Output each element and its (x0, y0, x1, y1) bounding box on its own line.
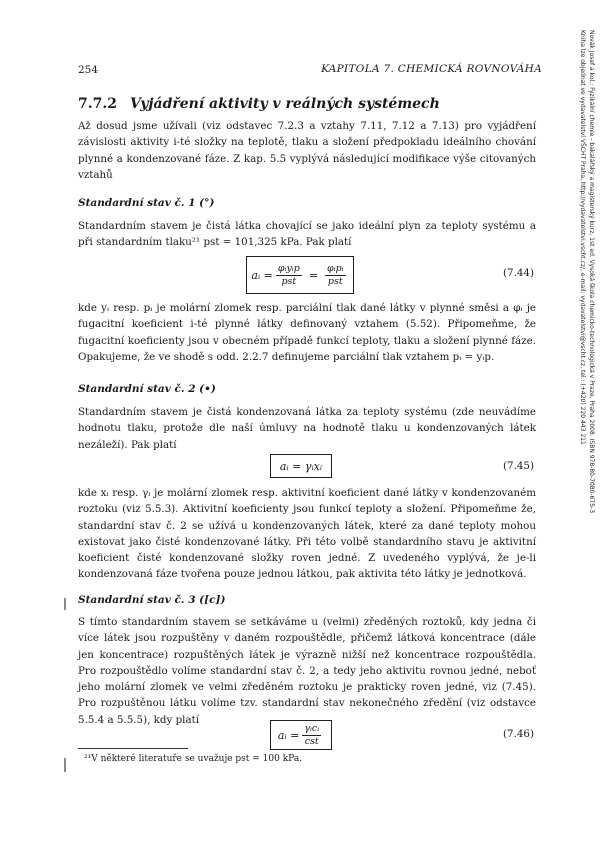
equation-number-7-46: (7.46) (503, 728, 534, 740)
eq744-equals: = (308, 268, 319, 282)
eq746-frac (302, 723, 321, 748)
section-title: Vyjádření aktivity v reálných systémech (130, 96, 440, 112)
equation-number-7-44: (7.44) (503, 267, 534, 279)
equation-7-45 (270, 454, 332, 478)
margin-marker-state3 (64, 598, 66, 610)
section-number: 7.7.2 (78, 96, 117, 112)
page-number: 254 (78, 64, 99, 76)
eq744-frac2-den: pst (327, 275, 343, 287)
side-note-line-1: Novák Josef a kol.: Fyzikální chemie - bakalářský a magisterský kurz, 1st ed. Vysoká škola chemicko-technologická v Praze, Praha 2008. ISBN 978-80-7080-675-3 (588, 30, 595, 514)
state2-heading: Standardní stav č. 2 (•) (78, 383, 216, 395)
running-title: KAPITOLA 7. CHEMICKÁ ROVNOVÁHA (321, 63, 542, 75)
eq746-lhs: aᵢ = (277, 728, 300, 742)
eq744-frac1-den: pst (281, 275, 297, 287)
state3-text: S tímto standardním stavem se setkáváme u (velmi) zředěných roztoků, kdy jedna či více látek jsou rozpuštěny v daném rozpouštědle, přičemž látková koncentrace (dále jen koncentrace) rozpuštěných látek je výrazně nižší než koncentrace rozpouštědla. Pro rozpouštědlo volíme standardní stav č. 2, a tedy jeho aktivitu rovnou jedné, neboť jeho molární zlomek ve velmi zředěném roztoku je prakticky roven jedné, viz (7.45). Pro rozpuštěnou látku volíme tzv. standardní stav nekonečného zředění (viz odstavce 5.5.4 a 5.5.5), kdy platí (78, 616, 536, 726)
equation-7-46 (270, 720, 332, 750)
footnote: ²¹V některé literatuře se uvažuje pst = 100 kPa. (84, 754, 303, 764)
eq745-expression: aᵢ = γᵢxᵢ (279, 459, 323, 473)
footnote-rule (78, 748, 188, 749)
eq744-lhs: aᵢ = (251, 268, 273, 282)
equation-number-7-45: (7.45) (503, 460, 534, 472)
side-note-line-2: Kniha lze objednat ve vydavatelství VŠCHT Praha, http://vydavatelstvi.vscht.cz/, e-mail: vydavatelstvi@vscht.cz, tel.: (+420) 220 443 211 (579, 30, 586, 445)
eq744-frac2-num: φᵢpᵢ (327, 262, 344, 274)
eq744-frac1 (276, 263, 302, 288)
state1-after: kde yᵢ resp. pᵢ je molární zlomek resp. parciální tlak dané látky v plynné směsi a φᵢ je fugacitní koeficient i-té plynné látky definovaný vztahem (5.52). Připomeňme, že fugacitní koeficienty jsou v obecném případě funkcí teploty, tlaku a složení plynné fáze. Opakujeme, že ve shodě s odd. 2.2.7 definujeme parciální tlak vztahem pᵢ = yᵢp. (78, 302, 536, 363)
state1-heading: Standardní stav č. 1 (°) (78, 197, 215, 209)
eq744-frac2 (325, 263, 346, 288)
state2-text: Standardním stavem je čistá kondenzovaná látka za teploty systému (zde neuvádíme hodnotu tlaku, protože dle naší úmluvy na hodnotě tlaku u kondenzovaných látek nezáleží). Pak platí (78, 406, 536, 451)
side-note (570, 30, 600, 650)
intro-paragraph: Až dosud jsme užívali (viz odstavec 7.2.3 a vztahy 7.11, 7.12 a 7.13) pro vyjádření závislosti aktivity i-té složky na teplotě, tlaku a složení předpokladu ideálního chování plynné a kondenzované fáze. Z kap. 5.5 vyplývá následující modifikace výše citovaných vztahů (78, 120, 536, 181)
eq746-frac-num: γᵢcᵢ (304, 722, 320, 734)
margin-marker-footnote (64, 758, 66, 772)
state3-heading: Standardní stav č. 3 ([c]) (78, 594, 226, 606)
state2-after: kde xᵢ resp. γᵢ je molární zlomek resp. aktivitní koeficient dané látky v kondenzovaném roztoku (viz 5.5.3). Aktivitní koeficienty jsou funkcí teploty a složení. Připomeňme že, standardní stav č. 2 se užívá u kondenzovaných látek, které za dané teploty mohou existovat jako čisté kondenzované látky. Při této volbě standardního stavu je aktivitní koeficient čisté kondenzované složky roven jedné. Z uvedeného vyplývá, že je-li kondenzovaná fáze tvořena pouze jednou látkou, pak aktivita této látky je jednotková. (78, 487, 536, 581)
state1-text: Standardním stavem je čistá látka chovající se jako ideální plyn za teploty systému a při standardním tlaku²¹ pst = 101,325 kPa. Pak platí (78, 220, 536, 249)
eq744-frac1-num: φᵢyᵢp (277, 262, 300, 274)
side-note-text (578, 30, 596, 650)
eq746-frac-den: cst (304, 735, 319, 747)
equation-7-44 (246, 256, 354, 294)
